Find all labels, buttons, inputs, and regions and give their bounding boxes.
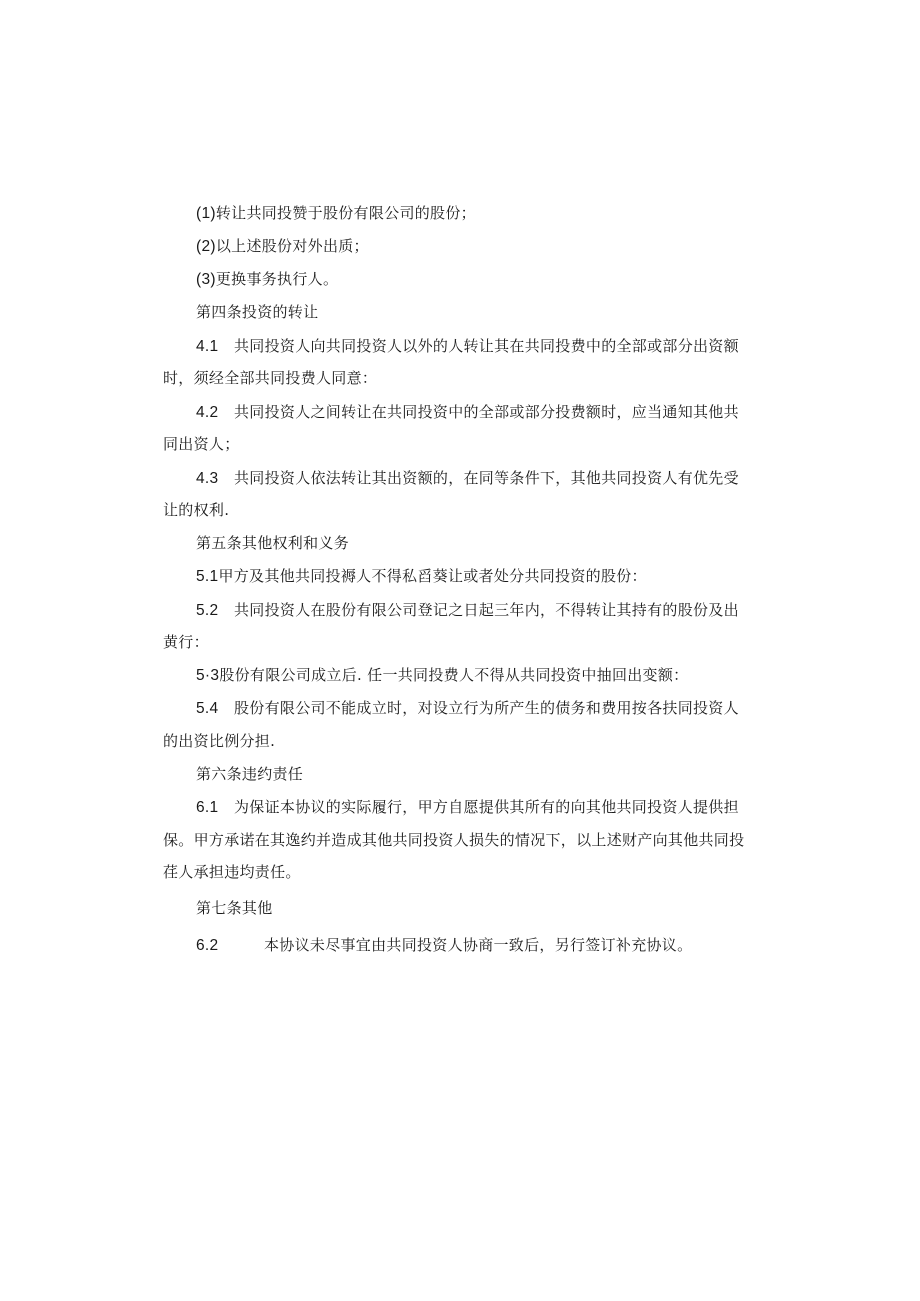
clause-text: 股份有限公司不能成立时，对设立行为所产生的债务和费用按各扶同投资人 (234, 699, 739, 717)
article-5-heading: 第五条其他权利和义务 (196, 534, 350, 552)
list-item-text: 更换事务执行人。 (215, 270, 339, 288)
clause-number: 6.2 (196, 937, 219, 954)
clause-5-1 (196, 566, 647, 587)
clause-5-4-line-1 (196, 698, 739, 719)
article-6-heading: 第六条违约责任 (196, 765, 304, 783)
article-7-heading: 第七条其他 (196, 899, 273, 917)
clause-4-1-line-1 (196, 336, 739, 357)
clause-4-3-line-2: 让的权利. (163, 501, 230, 519)
list-item-number: (2) (196, 238, 216, 255)
clause-number: 4.2 (196, 404, 219, 421)
clause-text: 甲方及其他共同投褥人不得私舀葵让或者处分共同投资的股份： (218, 567, 647, 585)
clause-4-2-line-2: 同出资人； (163, 435, 240, 453)
clause-6-1-line-3: 荏人承担违均责任。 (163, 863, 301, 881)
list-item-text: 以上述股份对外出质； (215, 237, 369, 255)
clause-number: 4.1 (196, 338, 219, 355)
clause-text: 共同投资人在股份有限公司登记之日起三年内，不得转让其持有的股份及出 (234, 601, 739, 619)
clause-number: 5·3 (196, 667, 220, 684)
clause-5-2-line-1 (196, 600, 739, 621)
clause-5-2-line-2: 黄行： (163, 633, 209, 651)
clause-text: 为保证本协议的实际履行，甲方自愿提供其所有的向其他共同投资人提供担 (234, 798, 739, 816)
list-item-number: (3) (196, 271, 216, 288)
list-item-2 (196, 236, 369, 257)
clause-number: 5.1 (196, 568, 219, 585)
clause-number: 5.4 (196, 700, 219, 717)
clause-6-2 (196, 935, 692, 956)
clause-number: 6.1 (196, 799, 219, 816)
clause-4-2-line-1 (196, 402, 739, 423)
clause-text: 共同投资人之间转让在共同投资中的全部或部分投费额时，应当通知其他共 (234, 403, 739, 421)
clause-text: 股份有限公司成立后. 任一共同投费人不得从共同投资中抽回出变额： (219, 666, 689, 684)
list-item-number: (1) (196, 205, 216, 222)
clause-5-4-line-2: 的出资比例分担. (163, 732, 276, 750)
clause-text: 共同投资人向共同投资人以外的人转让其在共同投费中的全部或部分出资额 (234, 337, 739, 355)
clause-number: 5.2 (196, 602, 219, 619)
clause-4-3-line-1 (196, 468, 739, 489)
clause-4-1-line-2: 时，须经全部共同投费人同意： (163, 369, 378, 387)
clause-6-1-line-2: 保。甲方承诺在其逸约并造成其他共同投资人损失的情况下，以上述财产向其他共同投 (163, 831, 745, 849)
clause-text: 本协议未尽事宜由共同投资人协商一致后，另行签订补充协议。 (264, 936, 693, 954)
clause-text: 共同投资人依法转让其出资额的，在同等条件下，其他共同投资人有优先受 (234, 469, 739, 487)
list-item-text: 转让共同投赞于股份有限公司的股份； (215, 204, 476, 222)
article-4-heading: 第四条投资的转让 (196, 303, 319, 321)
list-item-1 (196, 203, 476, 224)
list-item-3 (196, 269, 338, 290)
clause-6-1-line-1 (196, 797, 739, 818)
clause-5-3 (196, 665, 688, 686)
clause-number: 4.3 (196, 470, 219, 487)
